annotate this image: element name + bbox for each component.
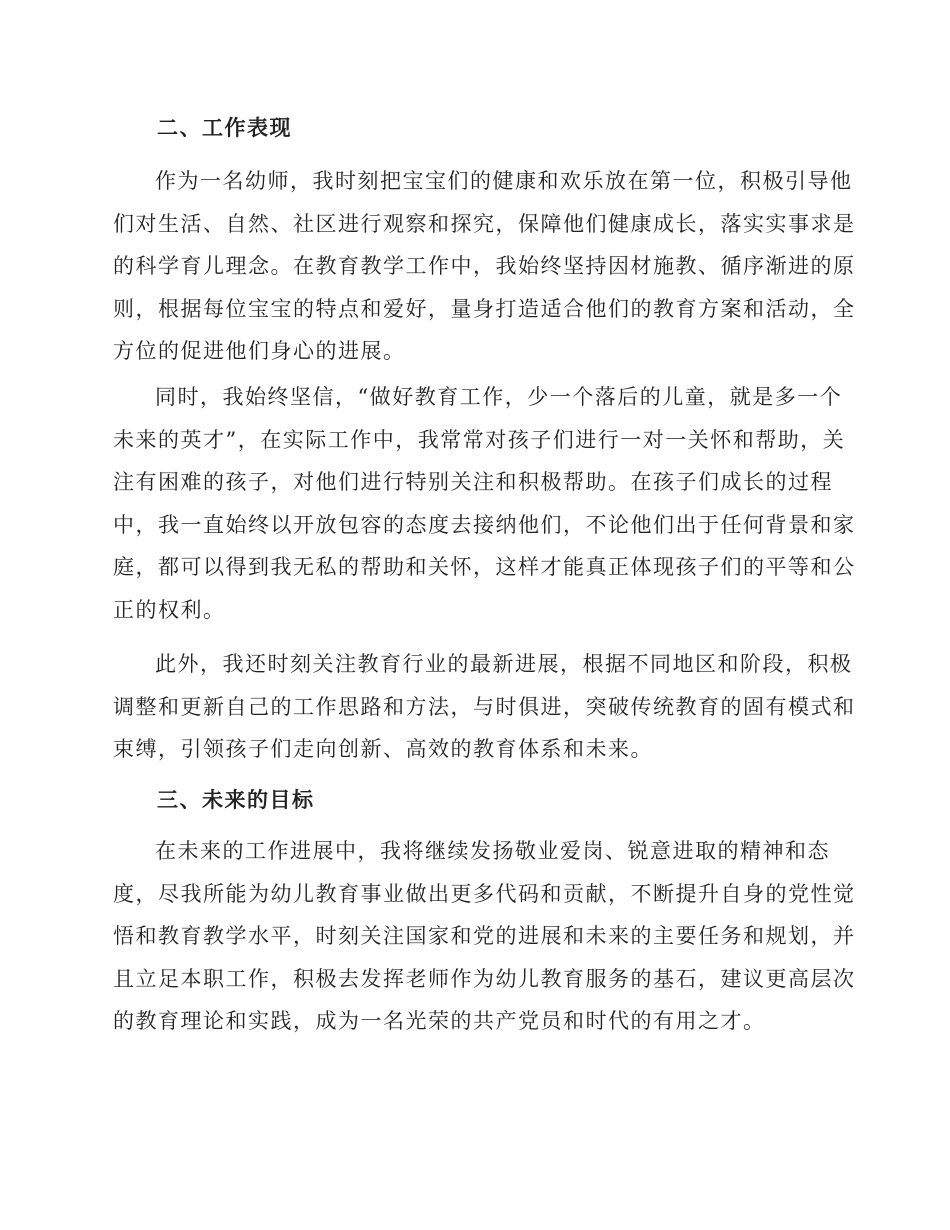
paragraph-line: 们对生活、自然、社区进行观察和探究，保障他们健康成长，落实实事求是 — [113, 211, 856, 236]
paragraph-line: 正的权利。 — [113, 597, 226, 622]
paragraph-line: 此外，我还时刻关注教育行业的最新进展，根据不同地区和阶段，积极 — [155, 652, 853, 676]
paragraph-line: 调整和更新自己的工作思路和方法，与时俱进，突破传统教育的固有模式和 — [113, 694, 856, 719]
paragraph-work-performance-3 — [113, 643, 856, 771]
paragraph-line: 度，尽我所能为幼儿教育事业做出更多代码和贡献，不断提升自身的党性觉 — [113, 881, 856, 906]
heading-text: 三、未来的目标 — [157, 787, 315, 812]
paragraph-line: 中，我一直始终以开放包容的态度去接纳他们，不论他们出于任何背景和家 — [113, 512, 856, 537]
paragraph-work-performance-2 — [113, 376, 856, 632]
paragraph-line: 庭，都可以得到我无私的帮助和关怀，这样才能真正体现孩子们的平等和公 — [113, 555, 856, 580]
paragraph-work-performance-1 — [113, 160, 856, 373]
paragraph-line: 且立足本职工作，积极去发挥老师作为幼儿教育服务的基石，建议更高层次 — [113, 966, 856, 991]
paragraph-future-goals-1 — [113, 830, 856, 1043]
paragraph-line: 作为一名幼师，我时刻把宝宝们的健康和欢乐放在第一位，积极引导他 — [155, 169, 853, 193]
paragraph-line: 未来的英才”，在实际工作中，我常常对孩子们进行一对一关怀和帮助，关 — [113, 427, 846, 452]
paragraph-line: 则，根据每位宝宝的特点和爱好，量身打造适合他们的教育方案和活动，全 — [113, 296, 856, 321]
paragraph-line: 方位的促进他们身心的进展。 — [113, 339, 406, 364]
paragraph-line: 注有困难的孩子，对他们进行特别关注和积极帮助。在孩子们成长的过程 — [113, 470, 833, 495]
paragraph-line: 悟和教育教学水平，时刻关注国家和党的进展和未来的主要任务和规划，并 — [113, 924, 856, 949]
paragraph-line: 在未来的工作进展中，我将继续发扬敬业爱岗、锐意进取的精神和态 — [155, 839, 830, 863]
paragraph-line: 的教育理论和实践，成为一名光荣的共产党员和时代的有用之才。 — [113, 1009, 766, 1034]
section-heading-work-performance — [157, 113, 877, 143]
paragraph-line: 的科学育儿理念。在教育教学工作中，我始终坚持因材施教、循序渐进的原 — [113, 254, 856, 279]
paragraph-line: 同时，我始终坚信，“做好教育工作，少一个落后的儿童，就是多一个 — [155, 385, 843, 409]
heading-text: 二、工作表现 — [157, 115, 292, 140]
section-heading-future-goals — [157, 785, 877, 815]
paragraph-line: 束缚，引领孩子们走向创新、高效的教育体系和未来。 — [113, 737, 653, 762]
